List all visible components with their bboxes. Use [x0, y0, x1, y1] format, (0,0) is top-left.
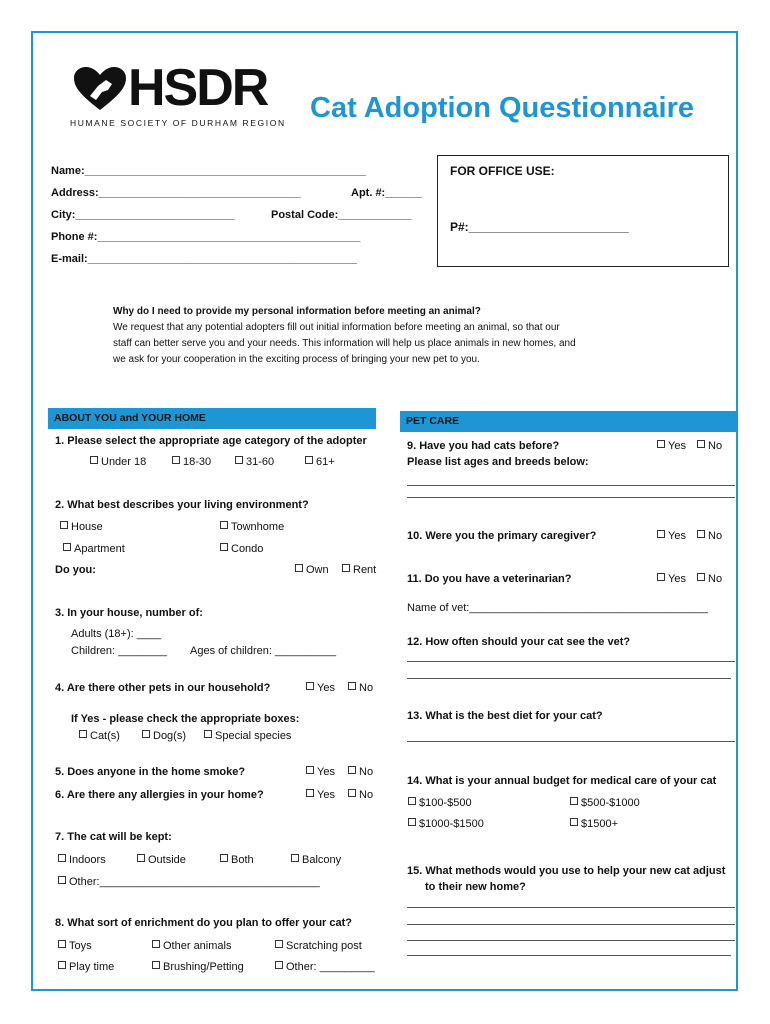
- checkbox-icon[interactable]: [306, 682, 314, 690]
- checkbox-icon[interactable]: [697, 573, 705, 581]
- intro-text-1: We request that any potential adopters fill out initial information before meeting an animal, so that our: [113, 322, 560, 333]
- checkbox-icon[interactable]: [295, 564, 303, 572]
- intro-text-2: staff can better serve you and your needs. This information will help us place animals in new homes, and: [113, 338, 576, 349]
- checkbox-icon[interactable]: [220, 521, 228, 529]
- heart-logo-icon: [72, 66, 128, 112]
- checkbox-icon[interactable]: [570, 818, 578, 826]
- pet-care-header: PET CARE: [400, 411, 738, 432]
- checkbox-icon[interactable]: [657, 530, 665, 538]
- checkbox-icon[interactable]: [235, 456, 243, 464]
- caregiver-yes[interactable]: Yes: [657, 530, 686, 542]
- checkbox-icon[interactable]: [570, 797, 578, 805]
- vet-name-field[interactable]: Name of vet:_______________________________________: [407, 602, 708, 614]
- kept-outside[interactable]: Outside: [137, 854, 186, 866]
- kept-both[interactable]: Both: [220, 854, 254, 866]
- checkbox-icon[interactable]: [275, 940, 283, 948]
- checkbox-icon[interactable]: [58, 876, 66, 884]
- age-under-18[interactable]: Under 18: [90, 456, 146, 468]
- rent-option[interactable]: Rent: [342, 564, 376, 576]
- pet-special[interactable]: Special species: [204, 730, 291, 742]
- checkbox-icon[interactable]: [137, 854, 145, 862]
- logo-subtitle: HUMANE SOCIETY OF DURHAM REGION: [70, 118, 286, 128]
- checkbox-icon[interactable]: [79, 730, 87, 738]
- checkbox-icon[interactable]: [306, 789, 314, 797]
- checkbox-icon[interactable]: [657, 440, 665, 448]
- question-15-cont: to their new home?: [425, 881, 526, 893]
- question-4: 4. Are there other pets in our household?: [55, 682, 271, 694]
- question-9: 9. Have you had cats before?: [407, 440, 560, 452]
- answer-line[interactable]: [407, 955, 731, 956]
- adults-field[interactable]: Adults (18+): ____: [71, 628, 162, 640]
- allergy-no[interactable]: No: [348, 789, 373, 801]
- enrich-scratching-post[interactable]: Scratching post: [275, 940, 362, 952]
- question-3: 3. In your house, number of:: [55, 607, 203, 619]
- checkbox-icon[interactable]: [697, 530, 705, 538]
- own-option[interactable]: Own: [295, 564, 329, 576]
- office-use-label: FOR OFFICE USE:: [450, 164, 555, 178]
- apt-field[interactable]: Apt. #:______: [351, 187, 422, 199]
- pets-yes[interactable]: Yes: [306, 682, 335, 694]
- checkbox-icon[interactable]: [348, 766, 356, 774]
- enrich-toys[interactable]: Toys: [58, 940, 92, 952]
- env-condo[interactable]: Condo: [220, 543, 263, 555]
- logo-text: HSDR: [128, 59, 268, 117]
- city-field[interactable]: City:__________________________: [51, 209, 235, 221]
- checkbox-icon[interactable]: [172, 456, 180, 464]
- postal-code-field[interactable]: Postal Code:____________: [271, 209, 412, 221]
- answer-line[interactable]: [407, 907, 735, 908]
- enrich-other-animals[interactable]: Other animals: [152, 940, 231, 952]
- checkbox-icon[interactable]: [58, 854, 66, 862]
- caregiver-no[interactable]: No: [697, 530, 722, 542]
- answer-line[interactable]: [407, 497, 735, 498]
- checkbox-icon[interactable]: [152, 940, 160, 948]
- phone-field[interactable]: Phone #:___________________________________________: [51, 231, 361, 243]
- allergy-yes[interactable]: Yes: [306, 789, 335, 801]
- checkbox-icon[interactable]: [58, 961, 66, 969]
- budget-500-1000[interactable]: $500-$1000: [570, 797, 640, 809]
- age-18-30[interactable]: 18-30: [172, 456, 211, 468]
- email-field[interactable]: E-mail:____________________________________________: [51, 253, 357, 265]
- children-field[interactable]: Children: ________: [71, 645, 168, 657]
- answer-line[interactable]: [407, 678, 731, 679]
- pet-cats[interactable]: Cat(s): [79, 730, 120, 742]
- do-you-label: Do you:: [55, 564, 96, 576]
- enrich-play-time[interactable]: Play time: [58, 961, 114, 973]
- question-10: 10. Were you the primary caregiver?: [407, 530, 597, 542]
- checkbox-icon[interactable]: [142, 730, 150, 738]
- p-number-field[interactable]: P#:________________________: [450, 220, 629, 234]
- name-field[interactable]: Name:______________________________________________: [51, 165, 367, 177]
- question-14: 14. What is your annual budget for medical care of your cat: [407, 775, 717, 787]
- pets-no[interactable]: No: [348, 682, 373, 694]
- answer-line[interactable]: [407, 661, 735, 662]
- checkbox-icon[interactable]: [220, 543, 228, 551]
- budget-1000-1500[interactable]: $1000-$1500: [408, 818, 484, 830]
- answer-line[interactable]: [407, 924, 735, 925]
- checkbox-icon[interactable]: [220, 854, 228, 862]
- checkbox-icon[interactable]: [697, 440, 705, 448]
- age-61-plus[interactable]: 61+: [305, 456, 335, 468]
- ages-field[interactable]: Ages of children: __________: [190, 645, 337, 657]
- kept-balcony[interactable]: Balcony: [291, 854, 341, 866]
- checkbox-icon[interactable]: [348, 789, 356, 797]
- vet-yes[interactable]: Yes: [657, 573, 686, 585]
- checkbox-icon[interactable]: [305, 456, 313, 464]
- question-6: 6. Are there any allergies in your home?: [55, 789, 264, 801]
- cats-before-no[interactable]: No: [697, 440, 722, 452]
- checkbox-icon[interactable]: [152, 961, 160, 969]
- address-field[interactable]: Address:_________________________________: [51, 187, 301, 199]
- question-12: 12. How often should your cat see the vet?: [407, 636, 631, 648]
- checkbox-icon[interactable]: [275, 961, 283, 969]
- checkbox-icon[interactable]: [408, 818, 416, 826]
- page-title: Cat Adoption Questionnaire: [310, 92, 694, 124]
- checkbox-icon[interactable]: [348, 682, 356, 690]
- budget-100-500[interactable]: $100-$500: [408, 797, 472, 809]
- smoke-no[interactable]: No: [348, 766, 373, 778]
- question-9-sub: Please list ages and breeds below:: [407, 456, 589, 468]
- checkbox-icon[interactable]: [58, 940, 66, 948]
- env-townhome[interactable]: Townhome: [220, 521, 284, 533]
- enrich-other[interactable]: Other: _________: [275, 961, 375, 973]
- question-2: 2. What best describes your living environment?: [55, 499, 309, 511]
- question-1: 1. Please select the appropriate age category of the adopter: [55, 435, 367, 447]
- smoke-yes[interactable]: Yes: [306, 766, 335, 778]
- checkbox-icon[interactable]: [342, 564, 350, 572]
- pet-dogs[interactable]: Dog(s): [142, 730, 186, 742]
- checkbox-icon[interactable]: [657, 573, 665, 581]
- cats-before-yes[interactable]: Yes: [657, 440, 686, 452]
- kept-indoors[interactable]: Indoors: [58, 854, 106, 866]
- question-15: 15. What methods would you use to help your new cat adjust: [407, 865, 726, 877]
- checkbox-icon[interactable]: [63, 543, 71, 551]
- env-house[interactable]: House: [60, 521, 103, 533]
- if-yes-label: If Yes - please check the appropriate boxes:: [71, 713, 300, 725]
- intro-text-3: we ask for your cooperation in the exciting process of bringing your new pet to you.: [113, 354, 480, 365]
- question-13: 13. What is the best diet for your cat?: [407, 710, 603, 722]
- vet-no[interactable]: No: [697, 573, 722, 585]
- checkbox-icon[interactable]: [204, 730, 212, 738]
- checkbox-icon[interactable]: [291, 854, 299, 862]
- checkbox-icon[interactable]: [60, 521, 68, 529]
- question-5: 5. Does anyone in the home smoke?: [55, 766, 246, 778]
- budget-1500-plus[interactable]: $1500+: [570, 818, 618, 830]
- age-31-60[interactable]: 31-60: [235, 456, 274, 468]
- about-you-header: ABOUT YOU and YOUR HOME: [48, 408, 376, 429]
- checkbox-icon[interactable]: [408, 797, 416, 805]
- env-apartment[interactable]: Apartment: [63, 543, 125, 555]
- answer-line[interactable]: [407, 741, 735, 742]
- answer-line[interactable]: [407, 485, 735, 486]
- question-7: 7. The cat will be kept:: [55, 831, 172, 843]
- answer-line[interactable]: [407, 940, 735, 941]
- enrich-brushing[interactable]: Brushing/Petting: [152, 961, 244, 973]
- question-11: 11. Do you have a veterinarian?: [407, 573, 572, 585]
- question-8: 8. What sort of enrichment do you plan to offer your cat?: [55, 917, 353, 929]
- checkbox-icon[interactable]: [90, 456, 98, 464]
- kept-other[interactable]: Other:____________________________________: [58, 876, 320, 888]
- intro-question: Why do I need to provide my personal information before meeting an animal?: [113, 306, 481, 317]
- checkbox-icon[interactable]: [306, 766, 314, 774]
